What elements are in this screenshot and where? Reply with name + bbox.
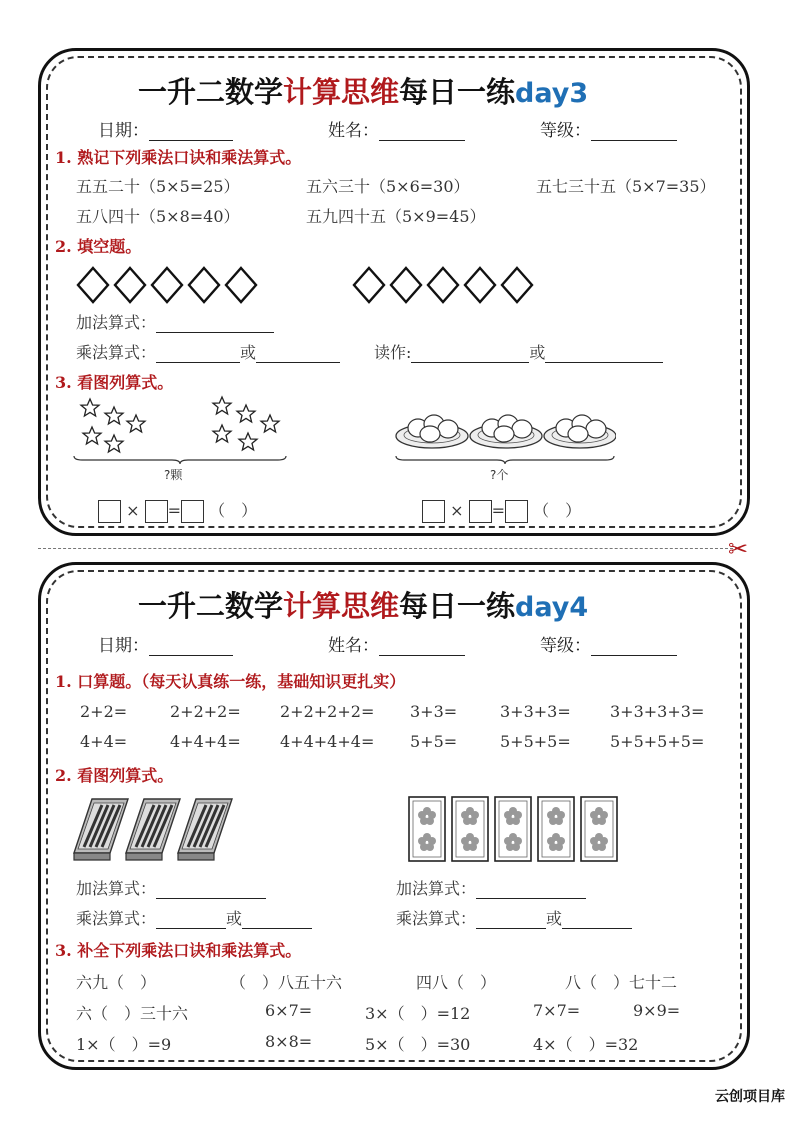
multiplication-fact: 五九四十五（5×9=45） [306,207,486,226]
mul-answer-field[interactable] [156,912,226,929]
date-field[interactable] [149,124,233,141]
chopstick-box-icon [74,799,128,860]
stars-total-label: ?颗 [164,468,183,482]
diamond-icon [152,268,182,302]
diamond-icon [189,268,219,302]
flower-card-icon [538,797,574,861]
mental-math-item: 4+4+4+4= [280,732,375,751]
fill-in-item: （ ）八五十六 [230,973,343,992]
fill-in-item: 4×（ ）=32 [533,1035,639,1054]
grade-field[interactable] [591,639,677,656]
diamond-icon [391,268,421,302]
multiplication-line-left: 乘法算式： 或 [76,906,312,929]
cut-line [38,548,733,549]
date-field[interactable] [149,639,233,656]
name-field[interactable] [379,124,465,141]
mental-math-item: 2+2+2= [170,702,241,721]
day4-section3-heading: 3. 补全下列乘法口诀和乘法算式。 [55,941,302,960]
multiplication-fact: 五五二十（5×5=25） [76,177,240,196]
plate-of-buns [396,415,468,448]
mental-math-item: 3+3= [410,702,458,721]
fill-in-item: 5×（ ）=30 [365,1035,471,1054]
star-icon [81,399,99,416]
flower-card-icon [452,797,488,861]
day3-title: 一升二数学计算思维每日一练day3 [138,75,589,109]
day3-section1-heading: 1. 熟记下列乘法口诀和乘法算式。 [55,148,302,167]
flower-cards-illustration [408,796,622,864]
box-equation-left: × = （ ） [98,498,257,523]
day4-info-grade: 等级： [540,631,677,656]
fill-in-item: 八（ ）七十二 [565,973,678,992]
fill-in-item: 六（ ）三十六 [76,1004,189,1023]
mul-answer-field-1[interactable] [156,346,240,363]
star-icon [105,435,123,452]
star-icon [213,425,231,442]
mul-answer-field[interactable] [476,912,546,929]
addition-line: 加法算式： [76,310,274,333]
stars-illustration [72,394,288,464]
mul-answer-field[interactable] [242,912,312,929]
diamond-icon [115,268,145,302]
day3-info-grade: 等级： [540,116,677,141]
multiplication-fact: 五八四十（5×8=40） [76,207,240,226]
star-icon [239,433,257,450]
fill-in-item: 六九（ ） [76,973,157,992]
mental-math-item: 4+4= [80,732,128,751]
read-answer-field-1[interactable] [411,346,529,363]
fill-in-item: 四八（ ） [416,973,497,992]
day4-section2-heading: 2. 看图列算式。 [55,766,174,785]
flower-card-icon [409,797,445,861]
box-equation-right: × = （ ） [422,498,581,523]
day3-section3-heading: 3. 看图列算式。 [55,373,174,392]
multiplication-line: 乘法算式： 或 [76,340,340,363]
fill-in-item: 9×9= [633,1001,681,1020]
read-answer-field-2[interactable] [545,346,663,363]
answer-box[interactable] [422,500,445,523]
flower-card-icon [581,797,617,861]
fill-in-item: 1×（ ）=9 [76,1035,172,1054]
answer-box[interactable] [505,500,528,523]
addition-answer-field[interactable] [156,316,274,333]
footer-watermark: 云创项目库 [715,1089,785,1105]
star-icon [127,415,145,432]
star-icon [237,405,255,422]
name-field[interactable] [379,639,465,656]
addition-answer-field[interactable] [476,882,586,899]
mental-math-item: 5+5+5+5= [610,732,705,751]
grade-field[interactable] [591,124,677,141]
fill-in-item: 6×7= [265,1001,313,1020]
day3-info-name: 姓名： [328,116,465,141]
day3-info-date: 日期： [98,116,233,141]
star-icon [105,407,123,424]
day3-section2-heading: 2. 填空题。 [55,237,142,256]
mul-answer-field[interactable] [562,912,632,929]
answer-box[interactable] [181,500,204,523]
day4-section1-heading: 1. 口算题。（每天认真练一练，基础知识更扎实） [55,672,406,691]
mul-answer-field-2[interactable] [256,346,340,363]
diamond-icon [226,268,256,302]
addition-line-left: 加法算式： [76,876,266,899]
mental-math-item: 2+2= [80,702,128,721]
day4-info-date: 日期： [98,631,233,656]
answer-box[interactable] [145,500,168,523]
mental-math-item: 3+3+3+3= [610,702,705,721]
diamond-icon [78,268,108,302]
multiplication-fact: 五七三十五（5×7=35） [536,177,716,196]
chopstick-box-icon [178,799,232,860]
addition-answer-field[interactable] [156,882,266,899]
mental-math-item: 2+2+2+2= [280,702,375,721]
mental-math-item: 5+5= [410,732,458,751]
answer-box[interactable] [469,500,492,523]
diamond-icon [465,268,495,302]
plate-of-buns [544,415,616,448]
reading-line: 读作: 或 [374,340,663,363]
addition-line-right: 加法算式： [396,876,586,899]
star-icon [213,397,231,414]
fill-in-item: 3×（ ）=12 [365,1004,471,1023]
mental-math-item: 3+3+3= [500,702,571,721]
diamond-icon [354,268,384,302]
buns-total-label: ?个 [490,468,509,482]
fill-in-item: 7×7= [533,1001,581,1020]
buns-illustration [394,404,616,466]
mental-math-item: 4+4+4= [170,732,241,751]
day4-info-name: 姓名： [328,631,465,656]
scissors-icon: ✂ [728,535,749,563]
mental-math-item: 5+5+5= [500,732,571,751]
star-icon [261,415,279,432]
diamond-group-left [76,266,266,304]
diamond-icon [428,268,458,302]
chopstick-box-icon [126,799,180,860]
plate-of-buns [470,415,542,448]
fill-in-item: 8×8= [265,1032,313,1051]
chopstick-boxes-illustration [70,793,246,863]
brace-bracket [74,456,286,464]
diamond-group-right [352,266,542,304]
star-icon [83,427,101,444]
day4-title: 一升二数学计算思维每日一练day4 [138,589,589,623]
flower-card-icon [495,797,531,861]
diamond-icon [502,268,532,302]
answer-box[interactable] [98,500,121,523]
multiplication-line-right: 乘法算式： 或 [396,906,632,929]
multiplication-fact: 五六三十（5×6=30） [306,177,470,196]
brace-bracket [396,456,614,464]
